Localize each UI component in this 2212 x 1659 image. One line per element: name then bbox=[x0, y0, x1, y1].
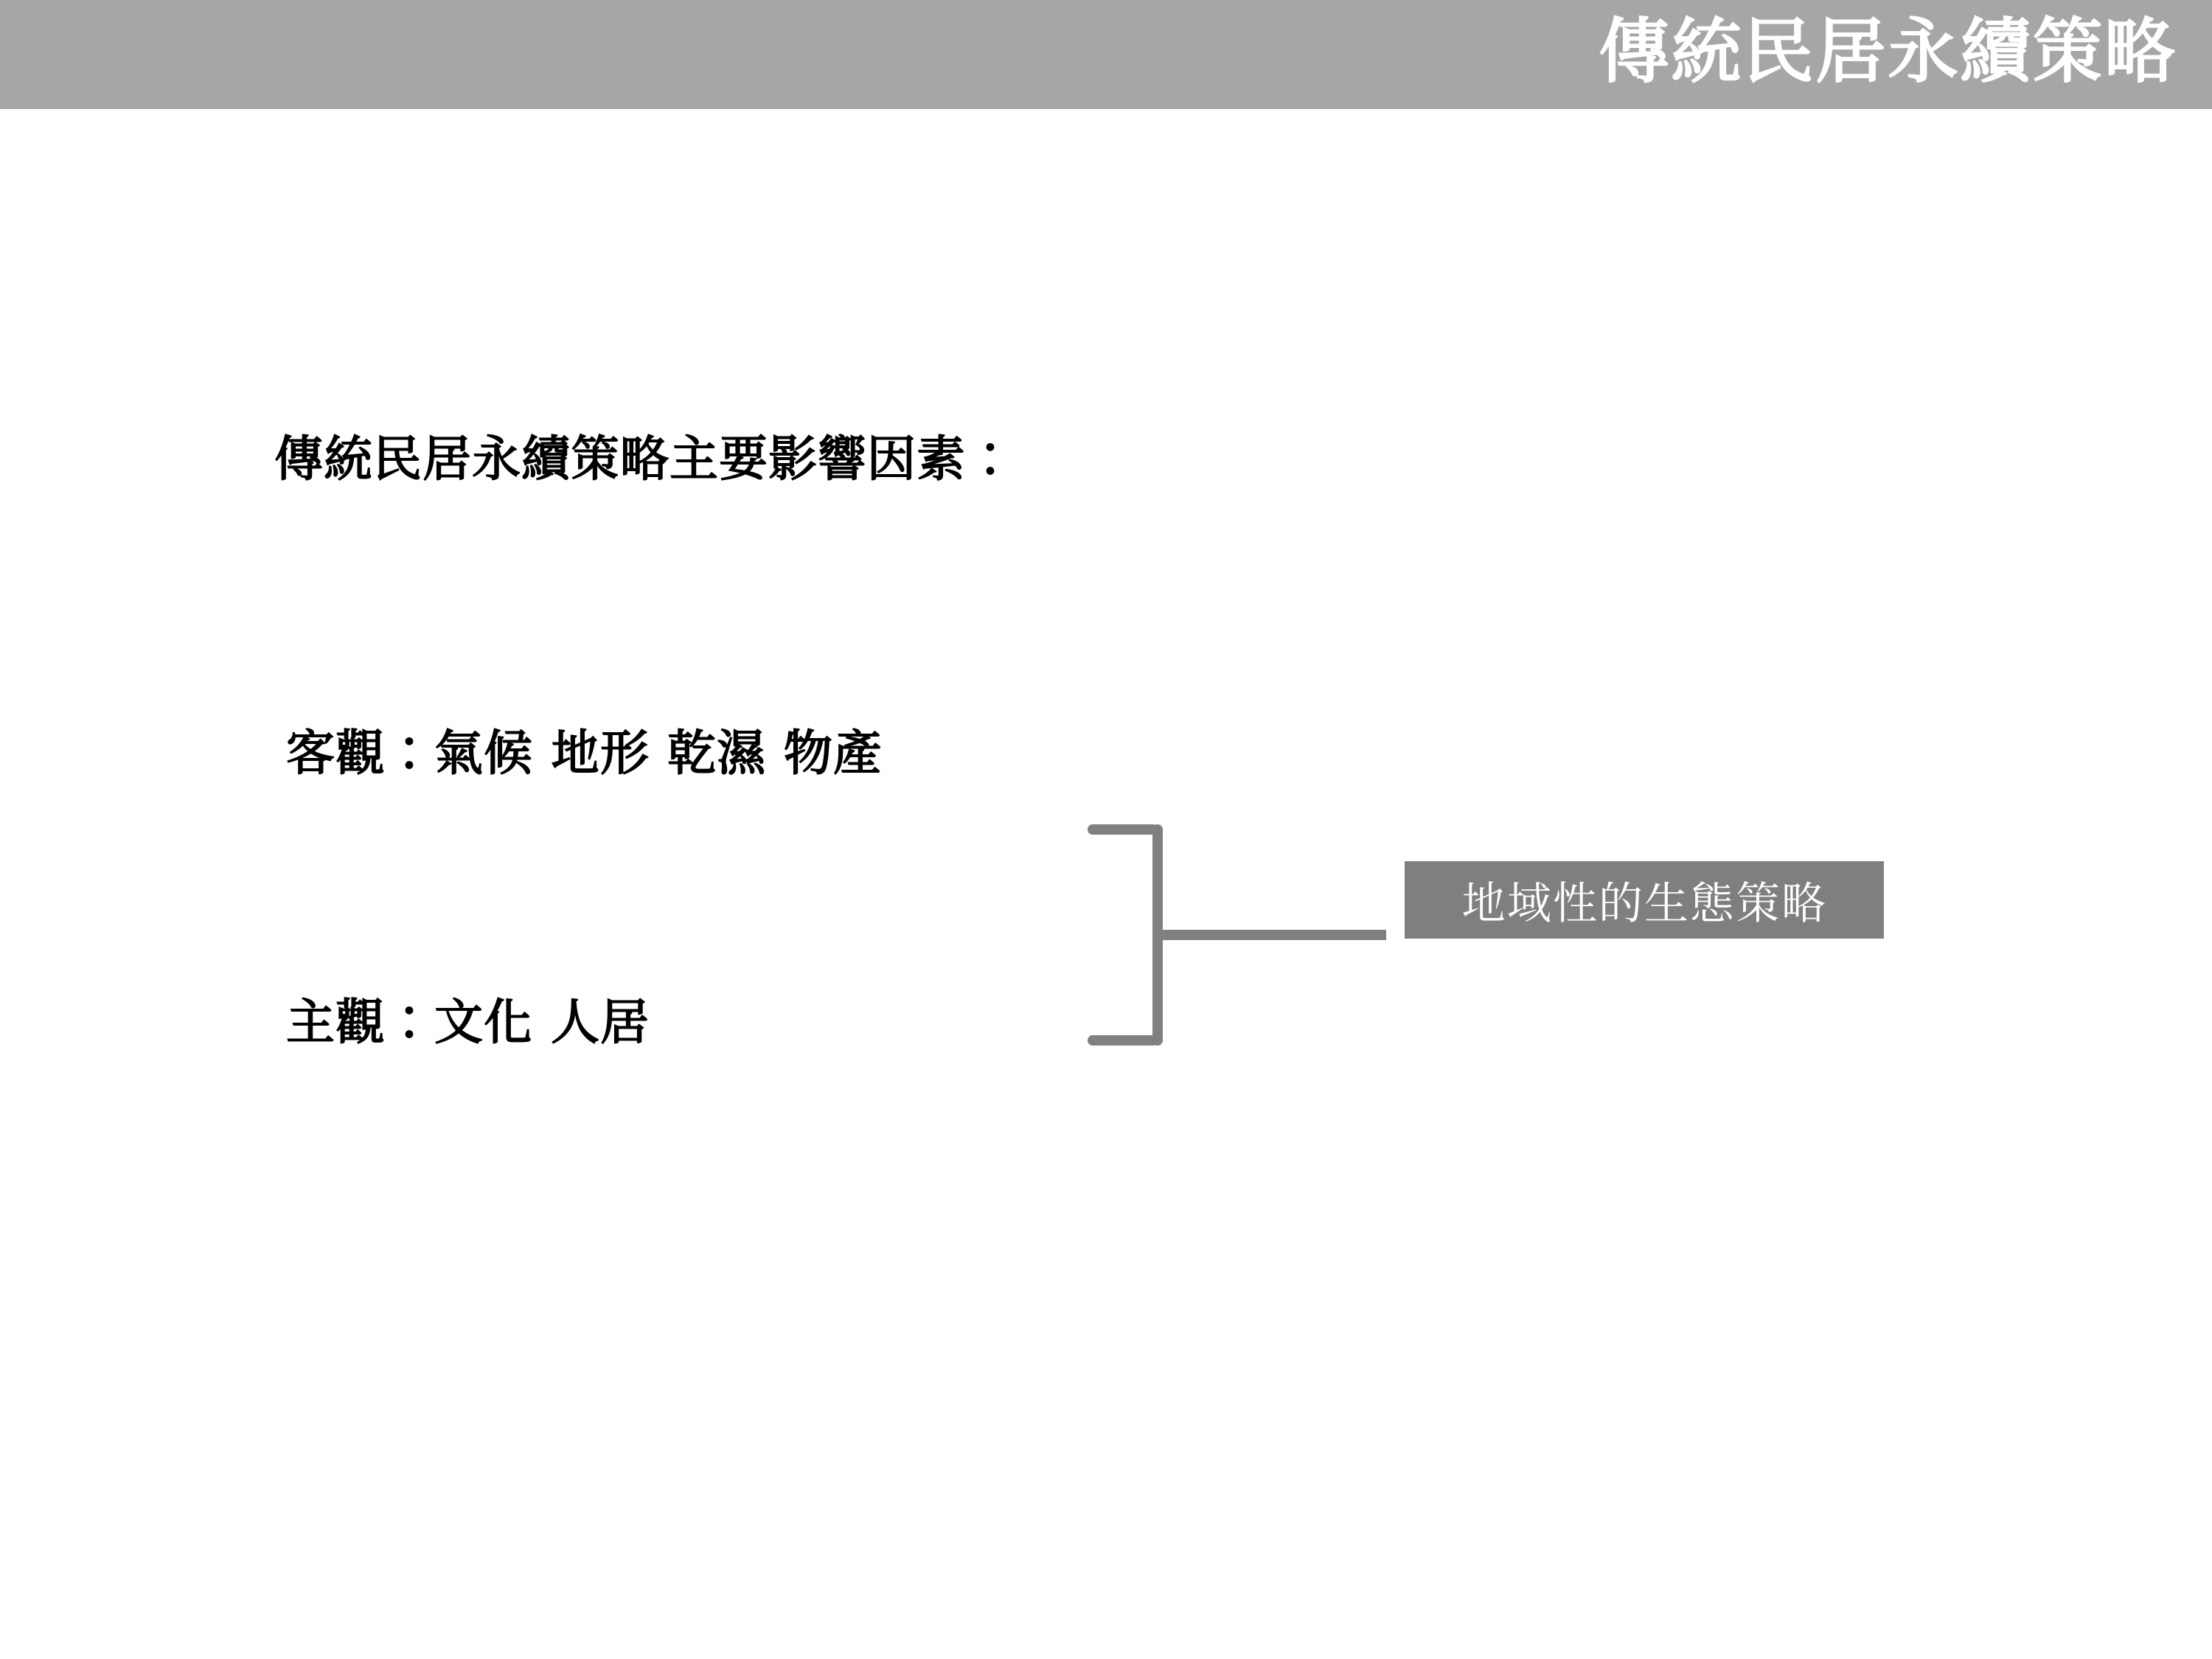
result-callout-label: 地域性的生態策略 bbox=[1461, 877, 1827, 930]
intro-heading: 傳統民居永續策略主要影響因素： bbox=[274, 431, 1015, 487]
bracket-connector-line bbox=[1158, 930, 1386, 940]
slide-content-area bbox=[0, 109, 2212, 1659]
slide-header-band bbox=[0, 0, 2212, 109]
bracket-arm-bottom bbox=[1088, 1035, 1158, 1046]
factor-objective-text: 客觀：氣候 地形 乾濕 物產 bbox=[286, 725, 883, 782]
factor-subjective-text: 主觀：文化 人居 bbox=[286, 994, 650, 1051]
result-callout-box bbox=[1405, 861, 1884, 939]
bracket-connector-graphic bbox=[1073, 714, 1405, 1156]
slide-header-title: 傳統民居永續策略 bbox=[1599, 10, 2177, 93]
bracket-arm-top bbox=[1088, 824, 1158, 835]
